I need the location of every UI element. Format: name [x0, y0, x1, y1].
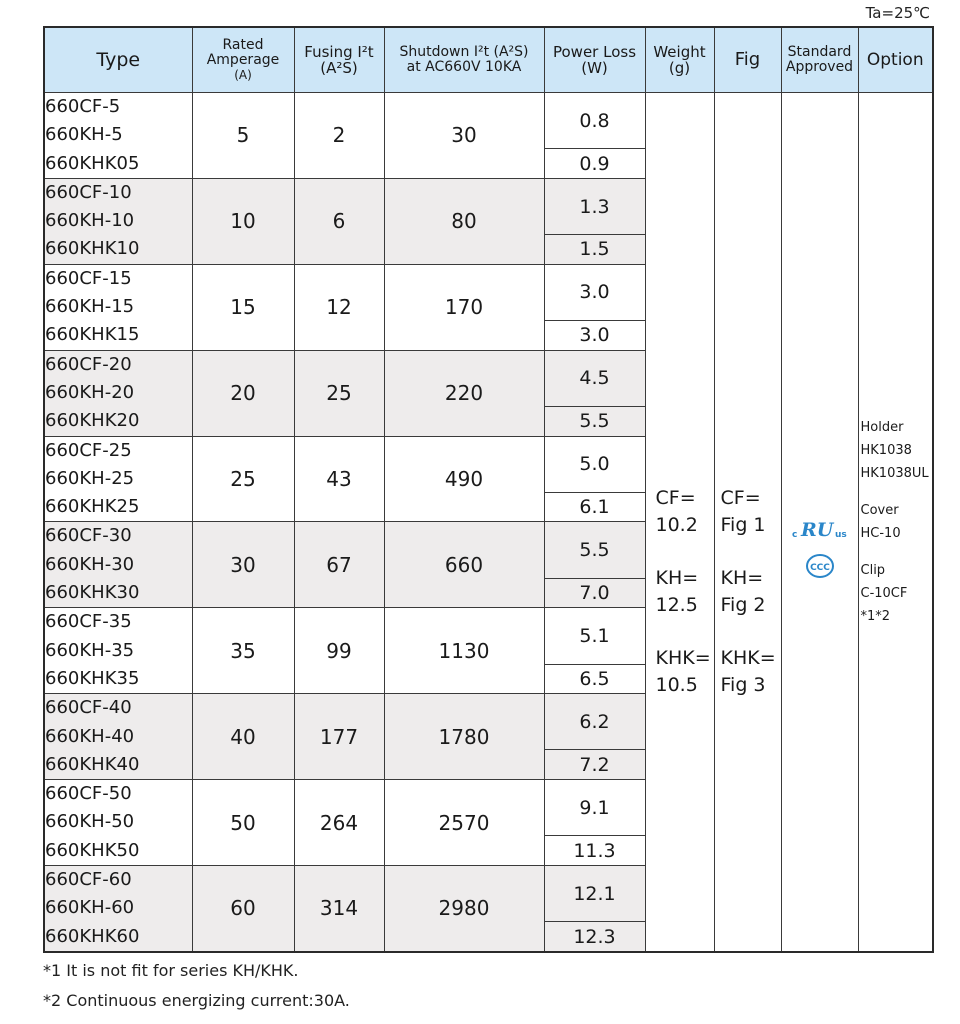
weight-cf-value: 10.2	[655, 513, 698, 536]
ccc-mark-text: CCC	[809, 562, 830, 573]
power-loss-cf-kh-cell: 3.0	[544, 264, 645, 320]
ul-c-text: c	[791, 529, 797, 540]
rated-amperage-cell: 15	[192, 264, 294, 350]
fusing-cell: 43	[294, 436, 384, 522]
type-kh: 660KH-10	[45, 210, 135, 232]
option-cover-1: HC-10	[860, 525, 901, 541]
header-row	[44, 27, 933, 93]
type-kh: 660KH-20	[45, 381, 135, 403]
power-loss-khk-cell: 0.9	[544, 149, 645, 179]
fusing-cell: 314	[294, 866, 384, 952]
type-cell	[44, 522, 192, 608]
ul-recognized-icon	[789, 515, 851, 545]
option-clip-1: C-10CF	[860, 585, 908, 601]
type-cell	[44, 866, 192, 952]
ul-us-text: us	[834, 529, 847, 540]
type-cell	[44, 780, 192, 866]
spec-table-body	[44, 93, 933, 952]
fusing-cell: 25	[294, 350, 384, 436]
fig-khk-value: Fig 3	[720, 673, 766, 696]
type-cell	[44, 694, 192, 780]
weight-khk-value: 10.5	[655, 673, 698, 696]
rated-amperage-cell: 10	[192, 178, 294, 264]
power-loss-khk-cell: 11.3	[544, 836, 645, 866]
rated-amperage-cell: 25	[192, 436, 294, 522]
footnote-1: *1 It is not fit for series KH/KHK.	[43, 961, 299, 980]
rated-amperage-cell: 20	[192, 350, 294, 436]
fusing-cell: 99	[294, 608, 384, 694]
rated-amperage-cell: 5	[192, 93, 294, 179]
footnote-2: *2 Continuous energizing current:30A.	[43, 991, 350, 1010]
weight-block	[646, 345, 714, 699]
fusing-cell: 264	[294, 780, 384, 866]
shutdown-cell: 1130	[384, 608, 544, 694]
type-cell	[44, 350, 192, 436]
option-holder-2: HK1038UL	[860, 465, 929, 481]
type-khk: 660KHK25	[45, 496, 140, 518]
header-option: Option	[858, 27, 933, 93]
power-loss-cf-kh-cell: 9.1	[544, 780, 645, 836]
header-fusing-line2: (A²S)	[320, 59, 358, 77]
shutdown-cell: 220	[384, 350, 544, 436]
fig-block	[715, 345, 781, 699]
power-loss-khk-cell: 6.1	[544, 492, 645, 522]
header-shutdown	[384, 27, 544, 93]
type-kh: 660KH-5	[45, 124, 123, 146]
ambient-temperature-note: Ta=25℃	[865, 4, 930, 22]
type-khk: 660KHK35	[45, 667, 140, 689]
power-loss-cf-kh-cell: 5.0	[544, 436, 645, 492]
type-khk: 660KHK05	[45, 152, 140, 174]
header-rated-line2: Amperage	[206, 52, 280, 69]
type-khk: 660KHK15	[45, 324, 140, 346]
type-khk: 660KHK50	[45, 839, 140, 861]
header-shutdown-line1: Shutdown I²t (A²S)	[399, 43, 529, 60]
type-cf: 660CF-40	[45, 697, 132, 719]
rated-amperage-cell: 40	[192, 694, 294, 780]
fig-khk-label: KHK=	[720, 646, 776, 669]
fusing-cell: 12	[294, 264, 384, 350]
fusing-cell: 2	[294, 93, 384, 179]
power-loss-cf-kh-cell: 5.1	[544, 608, 645, 664]
type-cf: 660CF-35	[45, 611, 132, 633]
shutdown-cell: 2570	[384, 780, 544, 866]
option-merged-cell	[858, 93, 933, 952]
type-khk: 660KHK40	[45, 753, 140, 775]
shutdown-cell: 170	[384, 264, 544, 350]
weight-kh-label: KH=	[655, 566, 699, 589]
power-loss-cf-kh-cell: 6.2	[544, 694, 645, 750]
type-cf: 660CF-10	[45, 181, 132, 203]
power-loss-khk-cell: 7.0	[544, 578, 645, 608]
footnotes	[43, 956, 350, 1016]
fusing-cell: 67	[294, 522, 384, 608]
type-cell	[44, 608, 192, 694]
type-cell	[44, 436, 192, 522]
type-khk: 660KHK10	[45, 238, 140, 260]
type-cell	[44, 264, 192, 350]
power-loss-cf-kh-cell: 4.5	[544, 350, 645, 406]
shutdown-cell: 660	[384, 522, 544, 608]
shutdown-cell: 1780	[384, 694, 544, 780]
weight-khk-label: KHK=	[655, 646, 711, 669]
power-loss-khk-cell: 3.0	[544, 321, 645, 351]
type-cf: 660CF-30	[45, 525, 132, 547]
type-kh: 660KH-15	[45, 296, 135, 318]
type-khk: 660KHK20	[45, 410, 140, 432]
type-cf: 660CF-60	[45, 869, 132, 891]
power-loss-khk-cell: 6.5	[544, 664, 645, 694]
type-khk: 660KHK30	[45, 582, 140, 604]
type-kh: 660KH-60	[45, 897, 135, 919]
header-shutdown-line2: at AC660V 10KA	[406, 59, 522, 75]
header-rated-amperage	[192, 27, 294, 93]
header-std-line1: Standard	[787, 43, 852, 60]
type-kh: 660KH-40	[45, 725, 135, 747]
fig-merged-cell	[714, 93, 781, 952]
type-kh: 660KH-35	[45, 639, 135, 661]
fusing-cell: 6	[294, 178, 384, 264]
header-weight-line2: (g)	[668, 59, 691, 77]
type-kh: 660KH-25	[45, 467, 135, 489]
power-loss-cf-kh-cell: 0.8	[544, 93, 645, 149]
header-rated-unit: (A)	[234, 67, 252, 82]
type-kh: 660KH-30	[45, 553, 135, 575]
shutdown-cell: 490	[384, 436, 544, 522]
fig-kh-label: KH=	[720, 566, 764, 589]
weight-merged-cell	[645, 93, 714, 952]
header-loss-line1: Power Loss	[552, 42, 637, 61]
type-cell	[44, 178, 192, 264]
power-loss-cf-kh-cell: 5.5	[544, 522, 645, 578]
header-loss-line2: (W)	[581, 59, 608, 77]
fig-cf-label: CF=	[720, 486, 761, 509]
power-loss-cf-kh-cell: 1.3	[544, 178, 645, 234]
power-loss-cf-kh-cell: 12.1	[544, 866, 645, 922]
header-fusing-line1: Fusing I²t	[304, 42, 374, 61]
type-cf: 660CF-50	[45, 783, 132, 805]
option-clip-note: *1*2	[860, 608, 891, 624]
standard-block	[782, 465, 858, 579]
ul-mark-text: RU	[800, 518, 833, 541]
option-clip-label: Clip	[860, 562, 886, 578]
rated-amperage-cell: 60	[192, 866, 294, 952]
rated-amperage-cell: 35	[192, 608, 294, 694]
header-standard-approved	[781, 27, 858, 93]
type-cell	[44, 93, 192, 179]
shutdown-cell: 2980	[384, 866, 544, 952]
type-khk: 660KHK60	[45, 925, 140, 947]
power-loss-khk-cell: 12.3	[544, 922, 645, 952]
shutdown-cell: 80	[384, 178, 544, 264]
fig-cf-value: Fig 1	[720, 513, 766, 536]
type-kh: 660KH-50	[45, 811, 135, 833]
standard-merged-cell	[781, 93, 858, 952]
option-holder-1: HK1038	[860, 442, 912, 458]
option-holder-label: Holder	[860, 419, 904, 435]
header-fusing	[294, 27, 384, 93]
header-fig: Fig	[714, 27, 781, 93]
option-cover-label: Cover	[860, 502, 899, 518]
header-rated-line1: Rated	[222, 37, 264, 54]
type-cf: 660CF-15	[45, 267, 132, 289]
type-cf: 660CF-20	[45, 353, 132, 375]
type-cf: 660CF-25	[45, 439, 132, 461]
header-weight	[645, 27, 714, 93]
option-block	[859, 416, 933, 628]
shutdown-cell: 30	[384, 93, 544, 179]
power-loss-khk-cell: 7.2	[544, 750, 645, 780]
type-cf: 660CF-5	[45, 96, 121, 117]
header-std-line2: Approved	[785, 59, 854, 75]
fig-kh-value: Fig 2	[720, 593, 766, 616]
weight-cf-label: CF=	[655, 486, 696, 509]
ccc-icon	[805, 553, 835, 579]
header-power-loss	[544, 27, 645, 93]
fusing-cell: 177	[294, 694, 384, 780]
header-type: Type	[44, 27, 192, 93]
header-weight-line1: Weight	[653, 42, 706, 61]
table-row	[44, 93, 933, 149]
rated-amperage-cell: 50	[192, 780, 294, 866]
weight-kh-value: 12.5	[655, 593, 698, 616]
fuse-spec-table	[43, 26, 934, 953]
power-loss-khk-cell: 1.5	[544, 235, 645, 265]
power-loss-khk-cell: 5.5	[544, 406, 645, 436]
rated-amperage-cell: 30	[192, 522, 294, 608]
